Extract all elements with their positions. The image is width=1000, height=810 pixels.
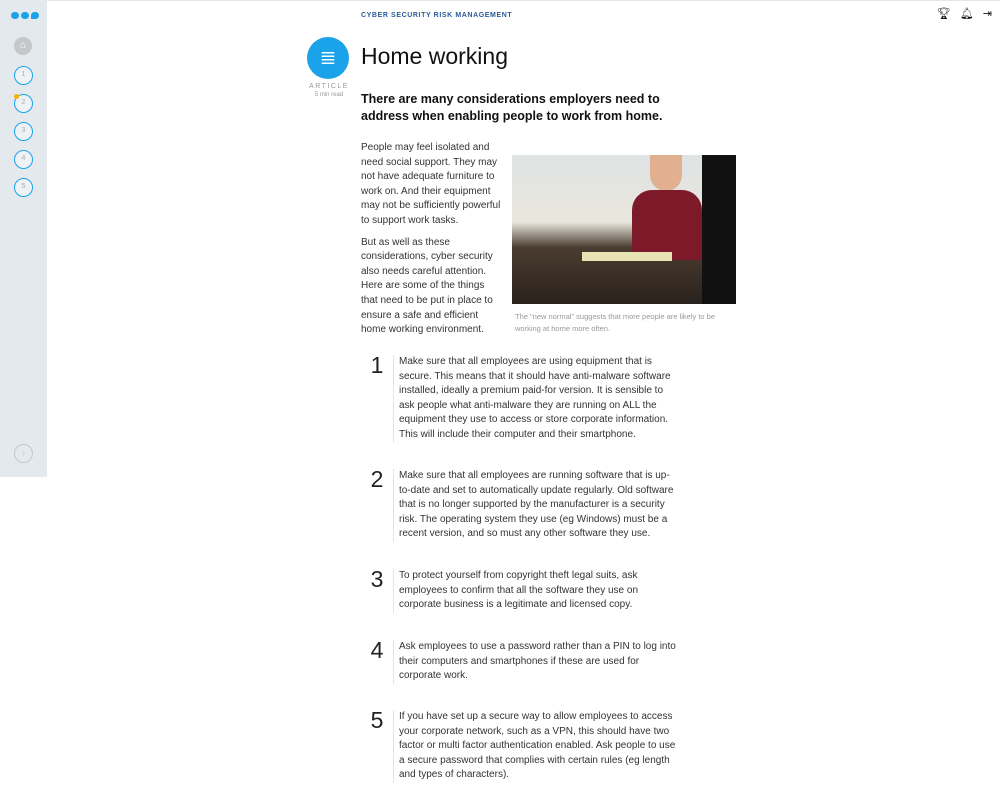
article-image: [512, 155, 736, 304]
step-1[interactable]: 1: [14, 66, 33, 85]
subtitle: There are many considerations employers need to address when enabling people to work from home.: [361, 92, 663, 123]
item-number: 3: [370, 566, 384, 592]
trophy-icon[interactable]: 🏆︎: [936, 8, 951, 20]
read-time: 5 min read: [314, 92, 344, 98]
image-caption: The "new normal" suggests that more people are likely to be working at home more often.: [515, 312, 716, 333]
item-number: 1: [370, 352, 384, 378]
logout-icon[interactable]: ⇥: [982, 8, 992, 20]
progress-dot: [14, 94, 19, 99]
logo[interactable]: [11, 12, 39, 19]
step-3[interactable]: 3: [14, 122, 33, 141]
step-2[interactable]: [14, 94, 33, 113]
item-text: Make sure that all employees are using equipment that is secure. This means that it should have anti-malware software installed, ideally a premium paid-for version. It is sensible to ask people what anti-malware they are running on ALL the equipment they use to access or store corporate information. This will include their computer and their smartphone.: [393, 355, 678, 443]
item-number: 5: [370, 707, 384, 733]
item-number: 2: [370, 466, 384, 492]
page-title: Home working: [361, 43, 508, 69]
top-border: [0, 0, 1000, 1]
item-text: Ask employees to use a password rather than a PIN to log into their computers and smartphones if these are used for corporate work.: [393, 640, 678, 684]
article-icon: ≣: [307, 37, 349, 79]
breadcrumb[interactable]: CYBER SECURITY RISK MANAGEMENT: [361, 12, 513, 19]
intro: [361, 141, 501, 345]
item-number: 4: [370, 637, 384, 663]
sidebar: [0, 0, 47, 477]
step-label: 2: [21, 99, 26, 106]
intro-paragraph: But as well as these considerations, cyber security also needs careful attention. Here are some of the things that need to be put in place to ensure a safe and efficient home working environment.: [361, 236, 493, 336]
item-text: If you have set up a secure way to allow employees to access your corporate network, such as a VPN, this should have two factor or multi factor authentication enabled. Ask people to use a secure password that complies with certain rules (eg length and types of characters).: [393, 710, 678, 783]
step-4[interactable]: 4: [14, 150, 33, 169]
bell-icon[interactable]: 🔔︎: [959, 8, 974, 20]
step-5[interactable]: 5: [14, 178, 33, 197]
home-icon[interactable]: ⌂: [14, 37, 32, 55]
item-text: Make sure that all employees are running software that is up-to-date and set to automatically update regularly. Old software that is no longer supported by the manufacturer is a security risk. The operating system they use (eg Windows) must be a recent version, and so must any other software they use.: [393, 469, 678, 542]
chevron-right-icon[interactable]: ›: [14, 444, 33, 463]
intro-paragraph: People may feel isolated and need social support. They may not have adequate furniture to work on. And their equipment may not be sufficiently powerful to support work tasks.: [361, 142, 501, 226]
item-text: To protect yourself from copyright theft legal suits, ask employees to confirm that all the software they use on corporate business is a legitimate and licensed copy.: [393, 569, 678, 613]
content-type: ARTICLE: [309, 83, 349, 90]
